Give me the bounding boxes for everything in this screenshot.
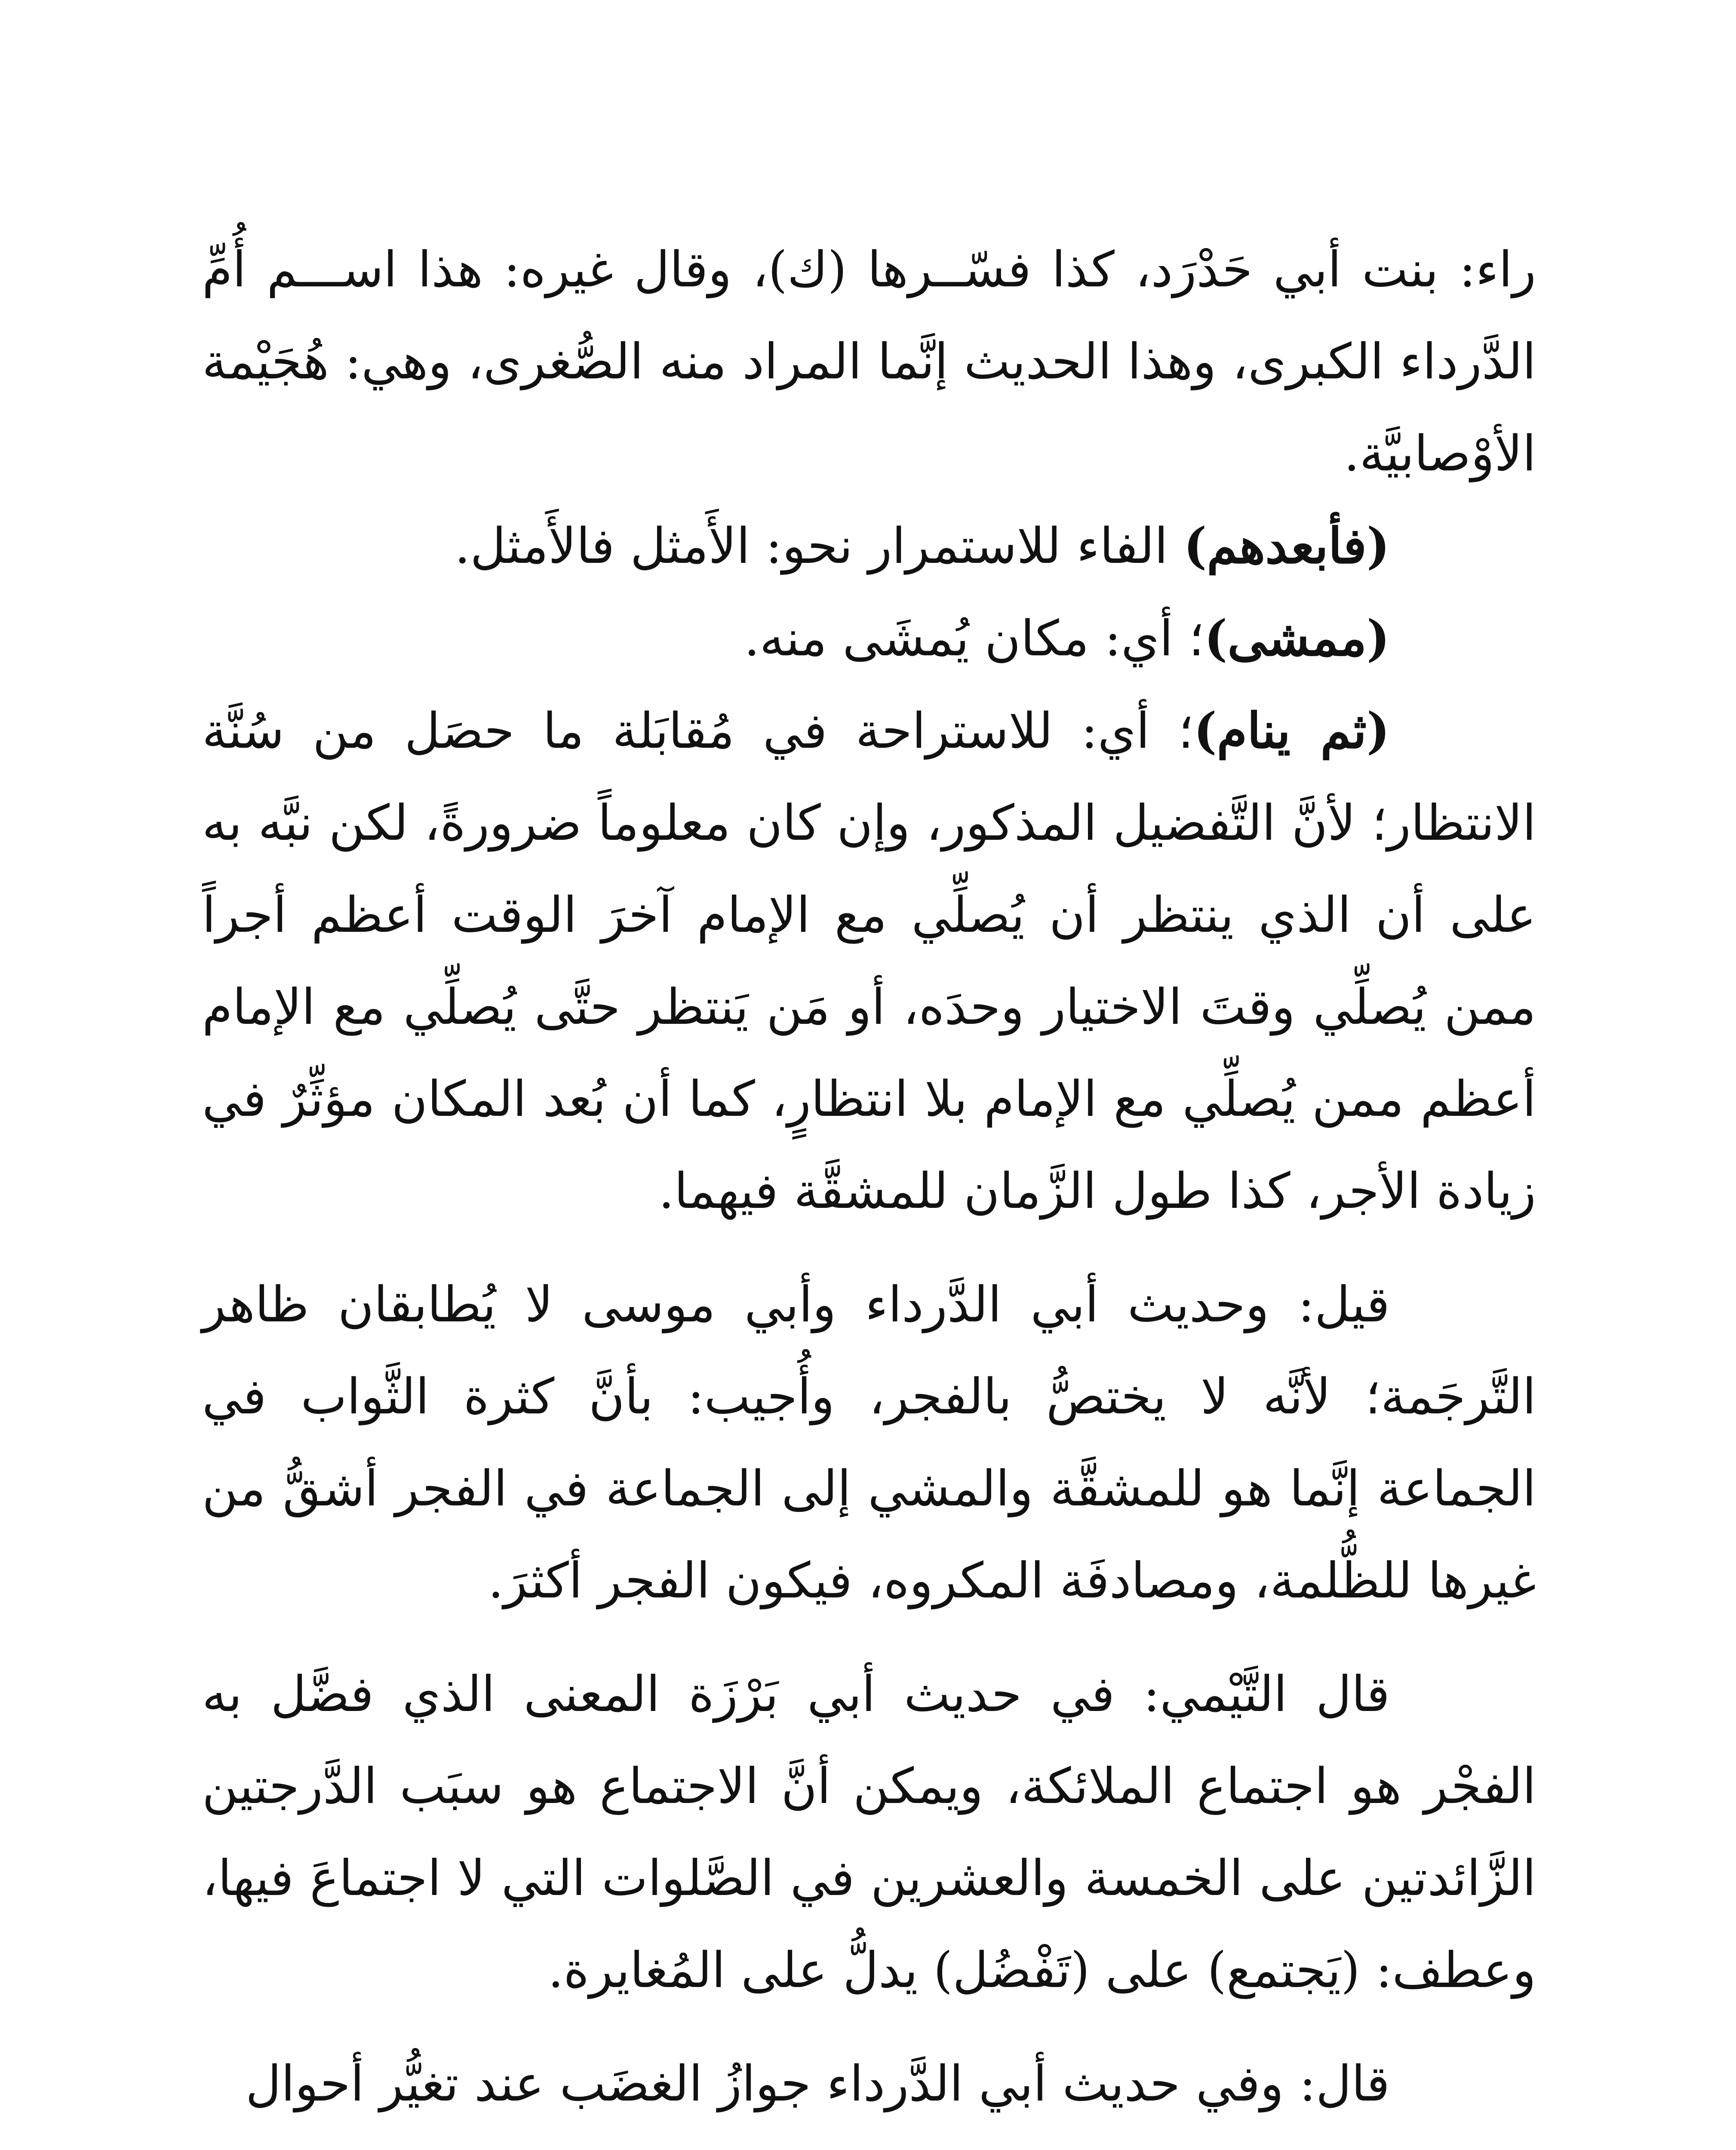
text-segment: الفاء للاستمرار نحو: الأَمثل فالأَمثل. [455,517,1184,574]
paragraph [202,500,1536,592]
bold-term: (فأبعدهم) [1183,517,1390,574]
text-segment: قيل: وحديث أبي الدَّرداء وأبي موسى لا يُطابقان ظاهر التَّرجَمة؛ لأنَّه لا يختصُّ بالفجر، وأُجيب: بأنَّ كثرة الثَّواب في الجماعة إنَّما هو للمشقَّة والمشي إلى الجماعة في الفجر أشقُّ من غيرها للظُّلمة، ومصادفَة المكروه، فيكون الفجر أكثرَ. [202,1276,1536,1609]
paragraph [202,592,1536,685]
text-segment: ؛ أي: للاستراحة في مُقابَلة ما حصَل من سُنَّة الانتظار؛ لأنَّ التَّفضيل المذكور، وإن كان معلوماً ضرورةً، لكن نبَّه به على أن الذي ينتظر أن يُصلِّي مع الإمام آخرَ الوقت أعظم أجراً ممن يُصلِّي وقتَ الاختيار وحدَه، أو مَن يَنتظر حتَّى يُصلِّي مع الإمام أعظم ممن يُصلِّي مع الإمام بلا انتظارٍ، كما أن بُعد المكان مؤثِّرٌ في زيادة الأجر، كذا طول الزَّمان للمشقَّة فيهما. [202,702,1536,1219]
text-segment: ؛ أي: مكان يُمشَى منه. [744,610,1204,667]
paragraph [202,2038,1536,2130]
paragraph [202,1259,1536,1627]
bold-term: (ثم ينام) [1193,702,1390,759]
paragraph [202,1648,1536,2016]
body-text [202,224,1536,2130]
text-segment: قال التَّيْمي: في حديث أبي بَرْزَة المعنى الذي فضَّل به الفجْر هو اجتماع الملائكة، ويمكن أنَّ الاجتماع هو سبَب الدَّرجتين الزَّائدتين على الخمسة والعشرين في الصَّلوات التي لا اجتماعَ فيها، وعطف: (يَجتمع) على (تَفْضُل) يدلُّ على المُغايرة. [202,1665,1536,1999]
text-segment: راء: بنت أبي حَدْرَد، كذا فسّــرها (ك)، وقال غيره: هذا اســـم أُمِّ الدَّرداء الكبرى، وهذا الحديث إنَّما المراد منه الصُّغرى، وهي: هُجَيْمة الأوْصابيَّة. [202,241,1536,482]
text-segment: قال: وفي حديث أبي الدَّرداء جوازُ الغضَب عند تغيُّر أحوال [245,2055,1390,2112]
paragraph [202,685,1536,1237]
bold-term: (ممشى) [1204,609,1390,667]
paragraph [202,224,1536,500]
